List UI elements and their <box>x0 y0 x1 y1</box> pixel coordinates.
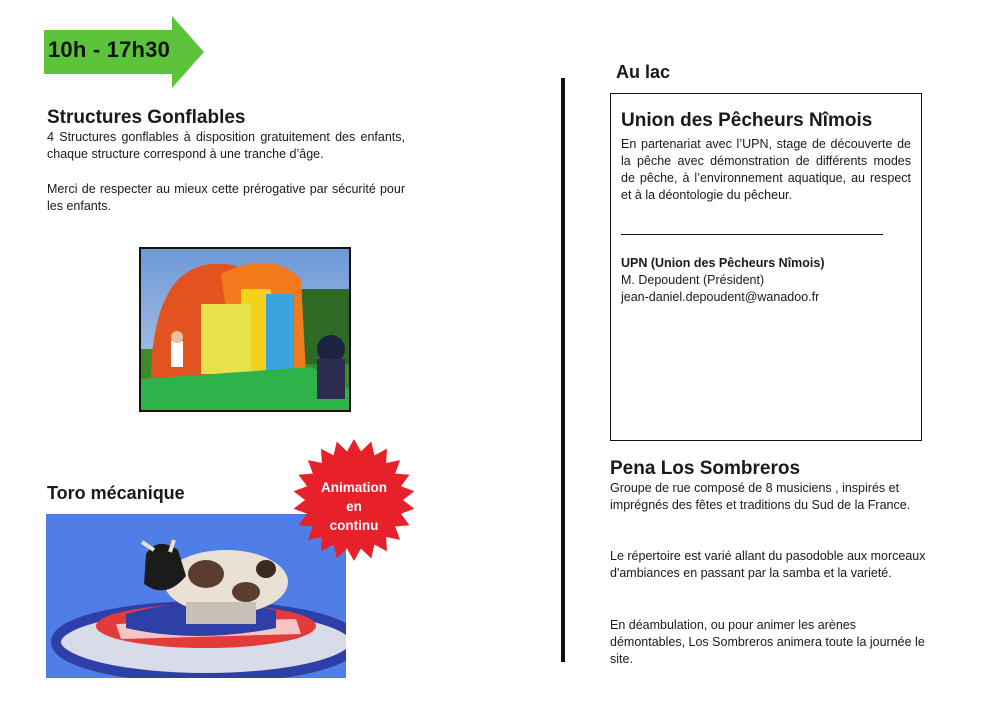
time-banner <box>44 16 204 88</box>
badge-line-2: en <box>346 499 362 514</box>
upn-description: En partenariat avec l’UPN, stage de découverte de la pêche avec démonstration de différents modes de pêche, à l’environnement aquatique, au respect et à la déontologie du pêcheur. <box>621 137 911 202</box>
pena-paragraph-3: En déambulation, ou pour animer les arènes démontables, Los Sombreros animera toute la journée le site. <box>610 618 925 666</box>
time-range: 10h - 17h30 <box>48 37 171 62</box>
au-lac-title: Au lac <box>616 62 671 82</box>
pena-paragraph-1: Groupe de rue composé de 8 musiciens , inspirés et imprégnés des fêtes et traditions du Sud de la France. <box>610 481 911 512</box>
inflatable-photo <box>139 247 351 412</box>
upn-title: Union des Pêcheurs Nîmois <box>621 110 873 131</box>
upn-org-name: UPN (Union des Pêcheurs Nîmois) <box>621 256 825 270</box>
badge-text <box>292 478 416 535</box>
pena-paragraph-2: Le répertoire est varié allant du pasodoble aux morceaux d'ambiances en passant par la samba et la varieté. <box>610 549 926 580</box>
gonflables-paragraph-2: Merci de respecter au mieux cette prérogative par sécurité pour les enfants. <box>47 182 405 213</box>
toro-title: Toro mécanique <box>47 483 185 503</box>
badge-line-3: continu <box>329 518 379 533</box>
gonflables-title: Structures Gonflables <box>47 107 246 128</box>
upn-contact-email: jean-daniel.depoudent@wanadoo.fr <box>621 290 820 304</box>
pena-title: Pena Los Sombreros <box>610 458 801 479</box>
gonflables-paragraph-1: 4 Structures gonflables à disposition gratuitement des enfants, chaque structure correspond à une tranche d’âge. <box>47 130 405 161</box>
animation-badge <box>292 438 416 562</box>
upn-separator <box>621 234 883 235</box>
inflatable-illustration <box>141 249 349 410</box>
column-divider <box>561 78 565 662</box>
upn-contact-name: M. Depoudent (Président) <box>621 273 765 287</box>
badge-line-1: Animation <box>321 480 387 495</box>
upn-box <box>610 93 922 441</box>
